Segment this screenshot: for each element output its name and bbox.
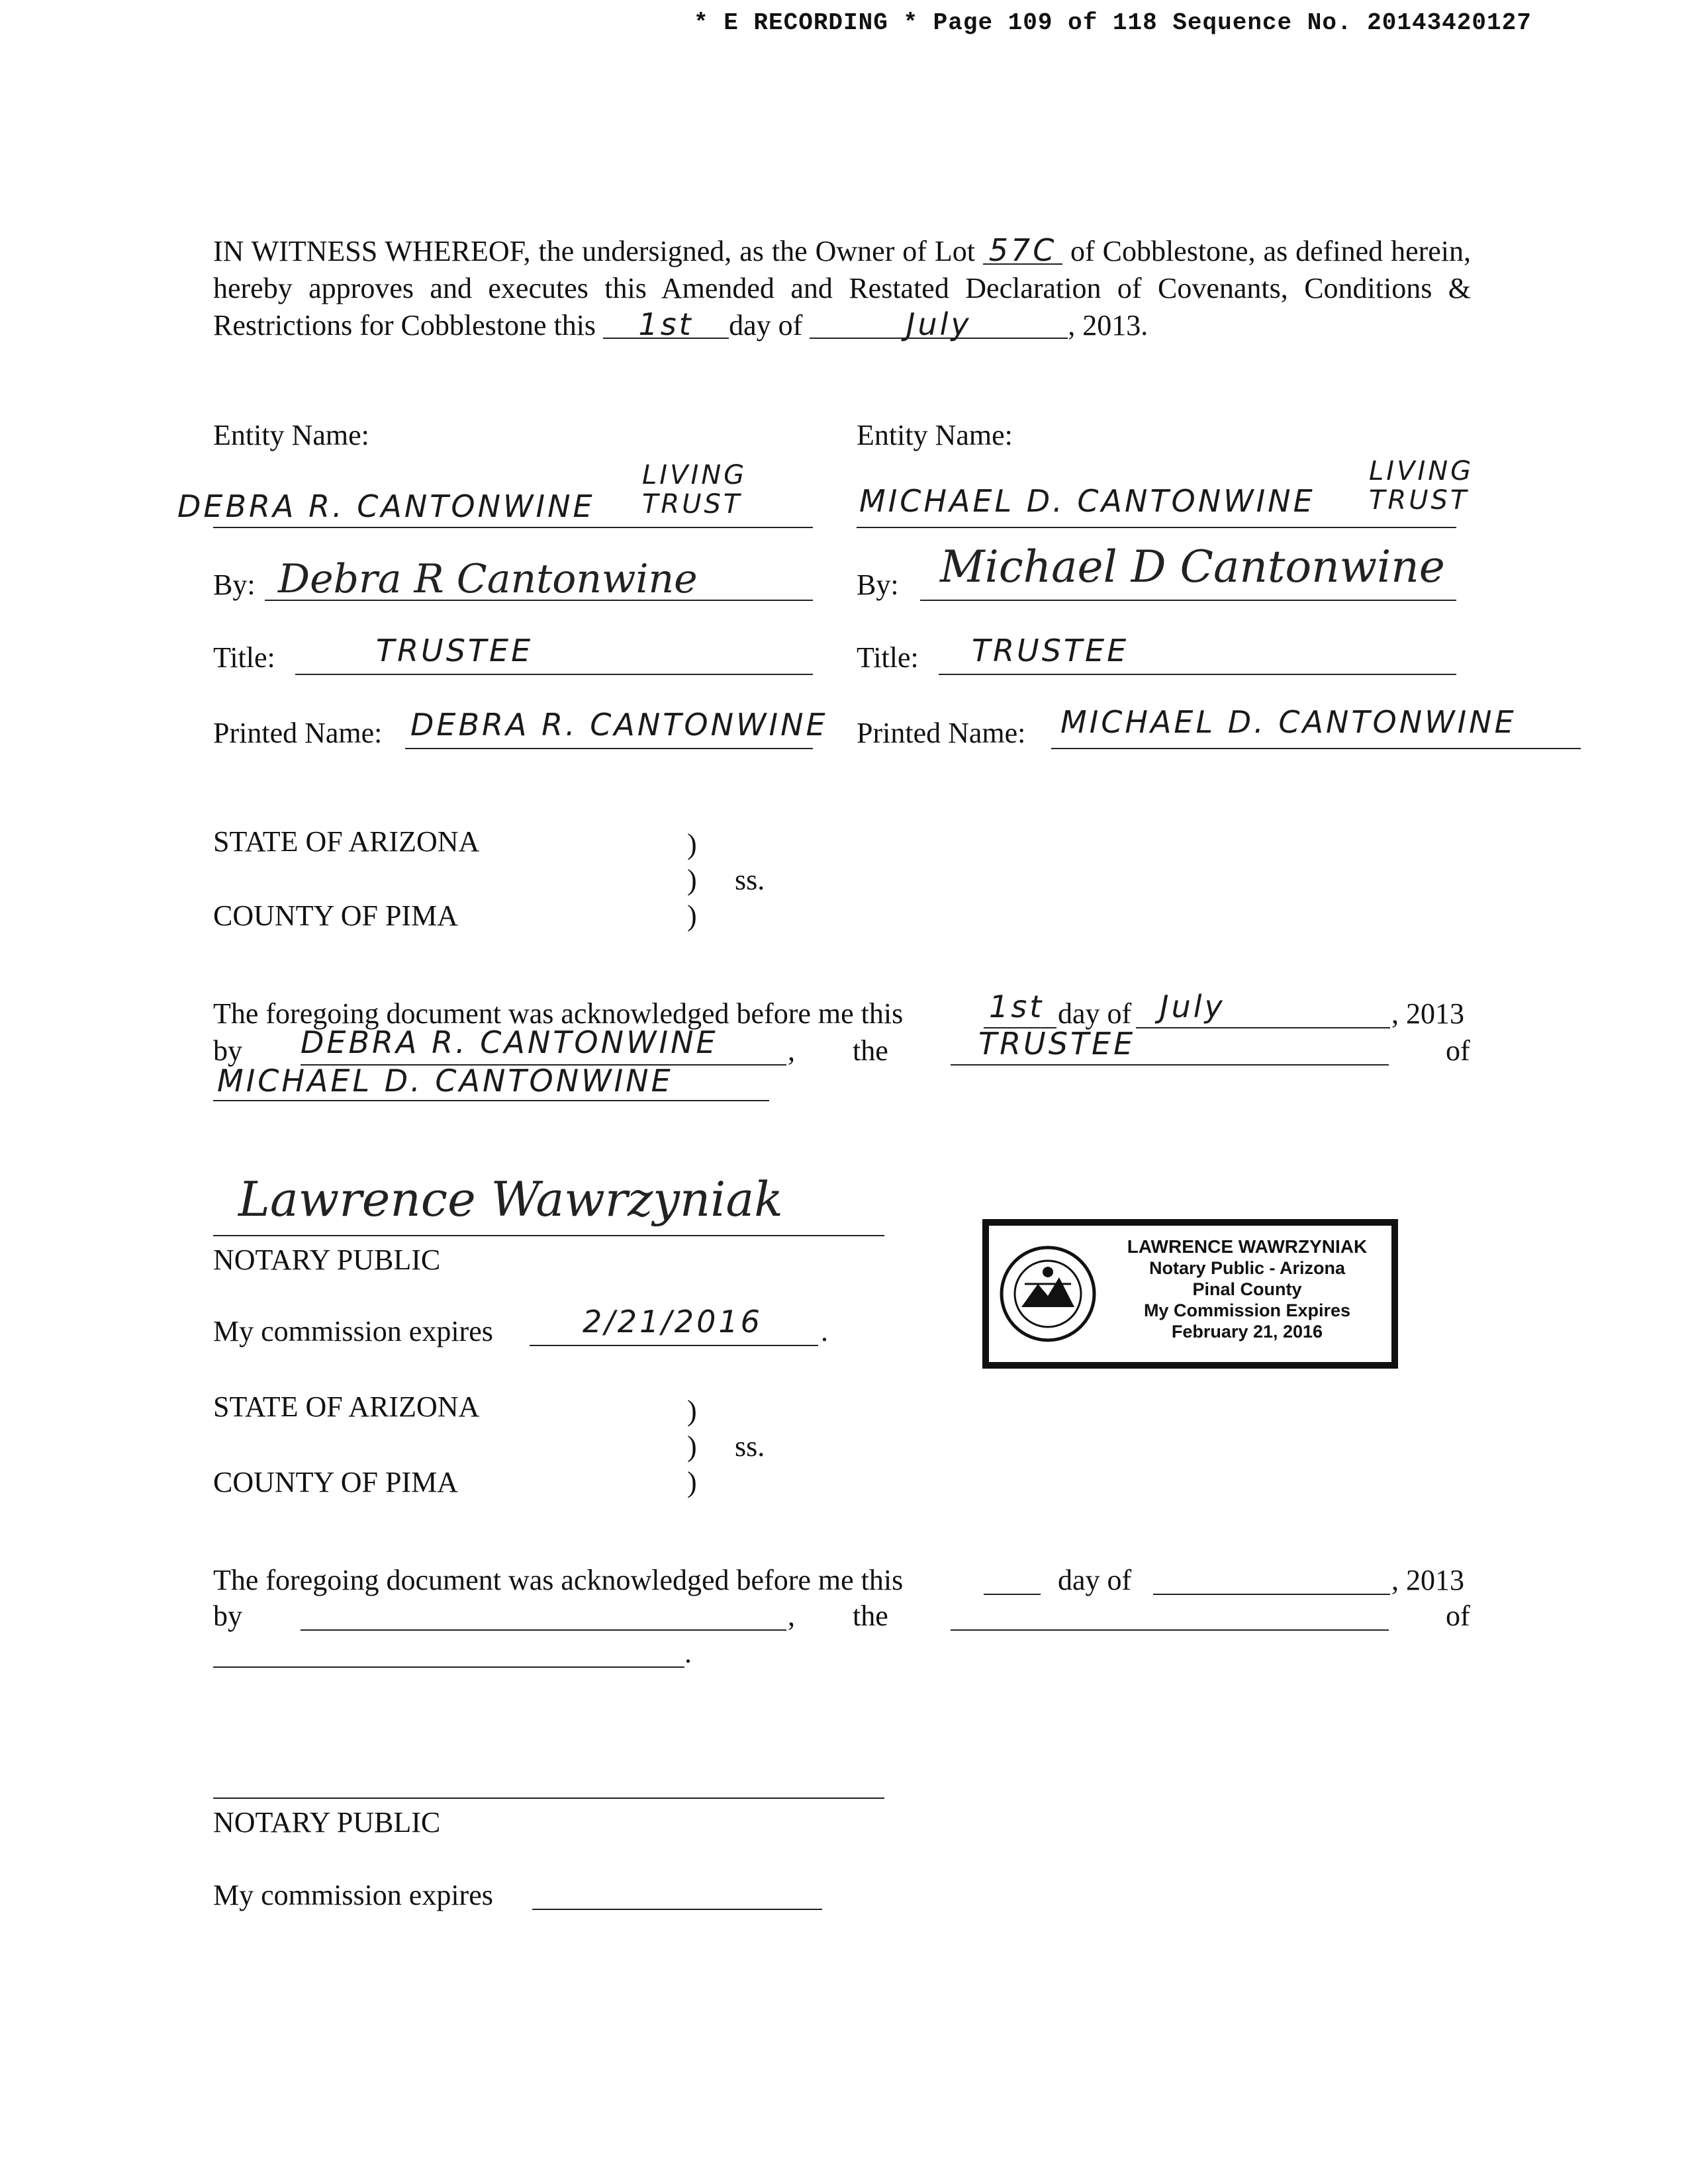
venue2-paren-2: ) xyxy=(687,1430,697,1463)
stamp-line-1: LAWRENCE WAWRZYNIAK xyxy=(1127,1236,1368,1257)
notary2-commission-label: My commission expires xyxy=(213,1879,493,1911)
venue2-state: STATE OF ARIZONA xyxy=(213,1390,480,1423)
ack1-by: by xyxy=(213,1034,242,1067)
left-title-label: Title: xyxy=(213,641,275,674)
ack2-text-2: day of xyxy=(1058,1564,1132,1596)
ack1-of: of xyxy=(1446,1034,1470,1067)
left-printed-label: Printed Name: xyxy=(213,717,383,749)
ack1-role-value: TRUSTEE xyxy=(978,1026,1136,1062)
recording-header: * E RECORDING * Page 109 of 118 Sequence No. 20143420127 xyxy=(694,9,1532,36)
ack1-day-value: 1st xyxy=(989,989,1045,1024)
left-title-value: TRUSTEE xyxy=(376,633,534,668)
ack2-month-line[interactable] xyxy=(1153,1594,1390,1595)
right-title-value: TRUSTEE xyxy=(972,633,1129,668)
left-printed-value: DEBRA R. CANTONWINE xyxy=(410,707,828,743)
stamp-line-4: My Commission Expires xyxy=(1143,1300,1351,1320)
ack2-by: by xyxy=(213,1600,242,1632)
right-entity-label: Entity Name: xyxy=(857,419,1013,451)
left-entity-name: DEBRA R. CANTONWINE xyxy=(177,488,595,524)
stamp-line-5: February 21, 2016 xyxy=(1171,1322,1323,1342)
venue1-county: COUNTY OF PIMA xyxy=(213,899,458,932)
notary1-label: NOTARY PUBLIC xyxy=(213,1244,441,1276)
arizona-seal-icon xyxy=(998,1244,1098,1343)
right-entity-line[interactable] xyxy=(857,527,1456,528)
ack1-role-line[interactable] xyxy=(951,1064,1389,1066)
stamp-line-3: Pinal County xyxy=(1192,1279,1302,1299)
witness-paragraph xyxy=(213,233,1471,344)
ack2-text-3: , 2013 xyxy=(1391,1564,1464,1596)
right-printed-line[interactable] xyxy=(1051,748,1581,749)
witness-text-2: of Cobblestone, as defined herein, hereby approves and executes this Amended and Restated Declaration of Covenants, Conditions & Restrictions for Cobblestone this xyxy=(213,235,1472,341)
right-printed-value: MICHAEL D. CANTONWINE xyxy=(1060,704,1517,740)
right-by-label: By: xyxy=(857,569,899,601)
ack2-period: . xyxy=(684,1637,692,1669)
ack2-day-line[interactable] xyxy=(984,1594,1041,1595)
left-title-line[interactable] xyxy=(295,674,813,675)
left-signature: Debra R Cantonwine xyxy=(278,556,698,602)
left-entity-note: LIVING TRUST xyxy=(642,460,747,520)
notary2-signature-line[interactable] xyxy=(213,1797,884,1799)
left-by-line[interactable] xyxy=(265,600,813,601)
witness-month-field[interactable]: July xyxy=(810,311,1068,339)
venue1-ss: ss. xyxy=(735,864,765,896)
notary1-signature-line[interactable] xyxy=(213,1235,884,1236)
ack1-text-3: , 2013 xyxy=(1391,997,1464,1030)
notary1-commission-line[interactable] xyxy=(530,1345,818,1346)
venue2-ss: ss. xyxy=(735,1430,765,1463)
ack1-text-2: day of xyxy=(1058,997,1132,1030)
notary2-label: NOTARY PUBLIC xyxy=(213,1806,441,1839)
ack1-month-value: July xyxy=(1160,989,1225,1024)
venue1-state: STATE OF ARIZONA xyxy=(213,825,480,858)
right-signature: Michael D Cantonwine xyxy=(940,541,1445,592)
ack1-entity-line[interactable] xyxy=(213,1100,769,1101)
ack1-month-line[interactable] xyxy=(1136,1027,1390,1028)
right-entity-note: LIVING TRUST xyxy=(1369,456,1474,516)
ack2-comma: , xyxy=(788,1600,795,1632)
venue2-paren-3: ) xyxy=(687,1466,697,1498)
ack2-name-line[interactable] xyxy=(301,1629,786,1631)
right-entity-name: MICHAEL D. CANTONWINE xyxy=(859,483,1315,519)
right-title-label: Title: xyxy=(857,641,919,674)
ack1-the: the xyxy=(853,1034,888,1067)
ack1-name-value: DEBRA R. CANTONWINE xyxy=(301,1024,718,1060)
ack2-text-1: The foregoing document was acknowledged before me this xyxy=(213,1564,904,1596)
ack1-comma: , xyxy=(788,1034,795,1067)
ack2-entity-line[interactable] xyxy=(213,1666,684,1668)
lot-number-field[interactable]: 57C xyxy=(983,237,1062,265)
notary-stamp xyxy=(982,1219,1398,1369)
left-printed-line[interactable] xyxy=(405,748,813,749)
right-by-line[interactable] xyxy=(920,600,1456,601)
stamp-text xyxy=(1102,1236,1393,1342)
ack1-entity-value: MICHAEL D. CANTONWINE xyxy=(217,1063,673,1099)
left-entity-label: Entity Name: xyxy=(213,419,369,451)
right-title-line[interactable] xyxy=(939,674,1456,675)
venue2-paren-1: ) xyxy=(687,1394,697,1427)
ack2-the: the xyxy=(853,1600,888,1632)
notary1-signature: Lawrence Wawrzyniak xyxy=(238,1171,783,1227)
left-by-label: By: xyxy=(213,569,256,601)
notary1-commission-label: My commission expires xyxy=(213,1315,493,1347)
venue1-paren-3: ) xyxy=(687,899,697,932)
witness-day-field[interactable]: 1st xyxy=(603,311,729,339)
right-printed-label: Printed Name: xyxy=(857,717,1026,749)
witness-text-1: IN WITNESS WHEREOF, the undersigned, as the Owner of Lot xyxy=(213,235,976,267)
venue1-paren-1: ) xyxy=(687,828,697,860)
notary1-period: . xyxy=(821,1315,828,1347)
venue1-paren-2: ) xyxy=(687,864,697,896)
ack2-role-line[interactable] xyxy=(951,1629,1389,1631)
witness-text-3: day of xyxy=(729,309,803,341)
witness-text-4: , 2013. xyxy=(1068,309,1149,341)
stamp-line-2: Notary Public - Arizona xyxy=(1149,1258,1346,1278)
ack2-of: of xyxy=(1446,1600,1470,1632)
notary2-commission-line[interactable] xyxy=(532,1909,822,1910)
venue2-county: COUNTY OF PIMA xyxy=(213,1466,458,1498)
notary1-commission-value: 2/21/2016 xyxy=(583,1304,763,1340)
left-entity-line[interactable] xyxy=(213,527,813,528)
ack1-text-1: The foregoing document was acknowledged before me this xyxy=(213,997,904,1030)
